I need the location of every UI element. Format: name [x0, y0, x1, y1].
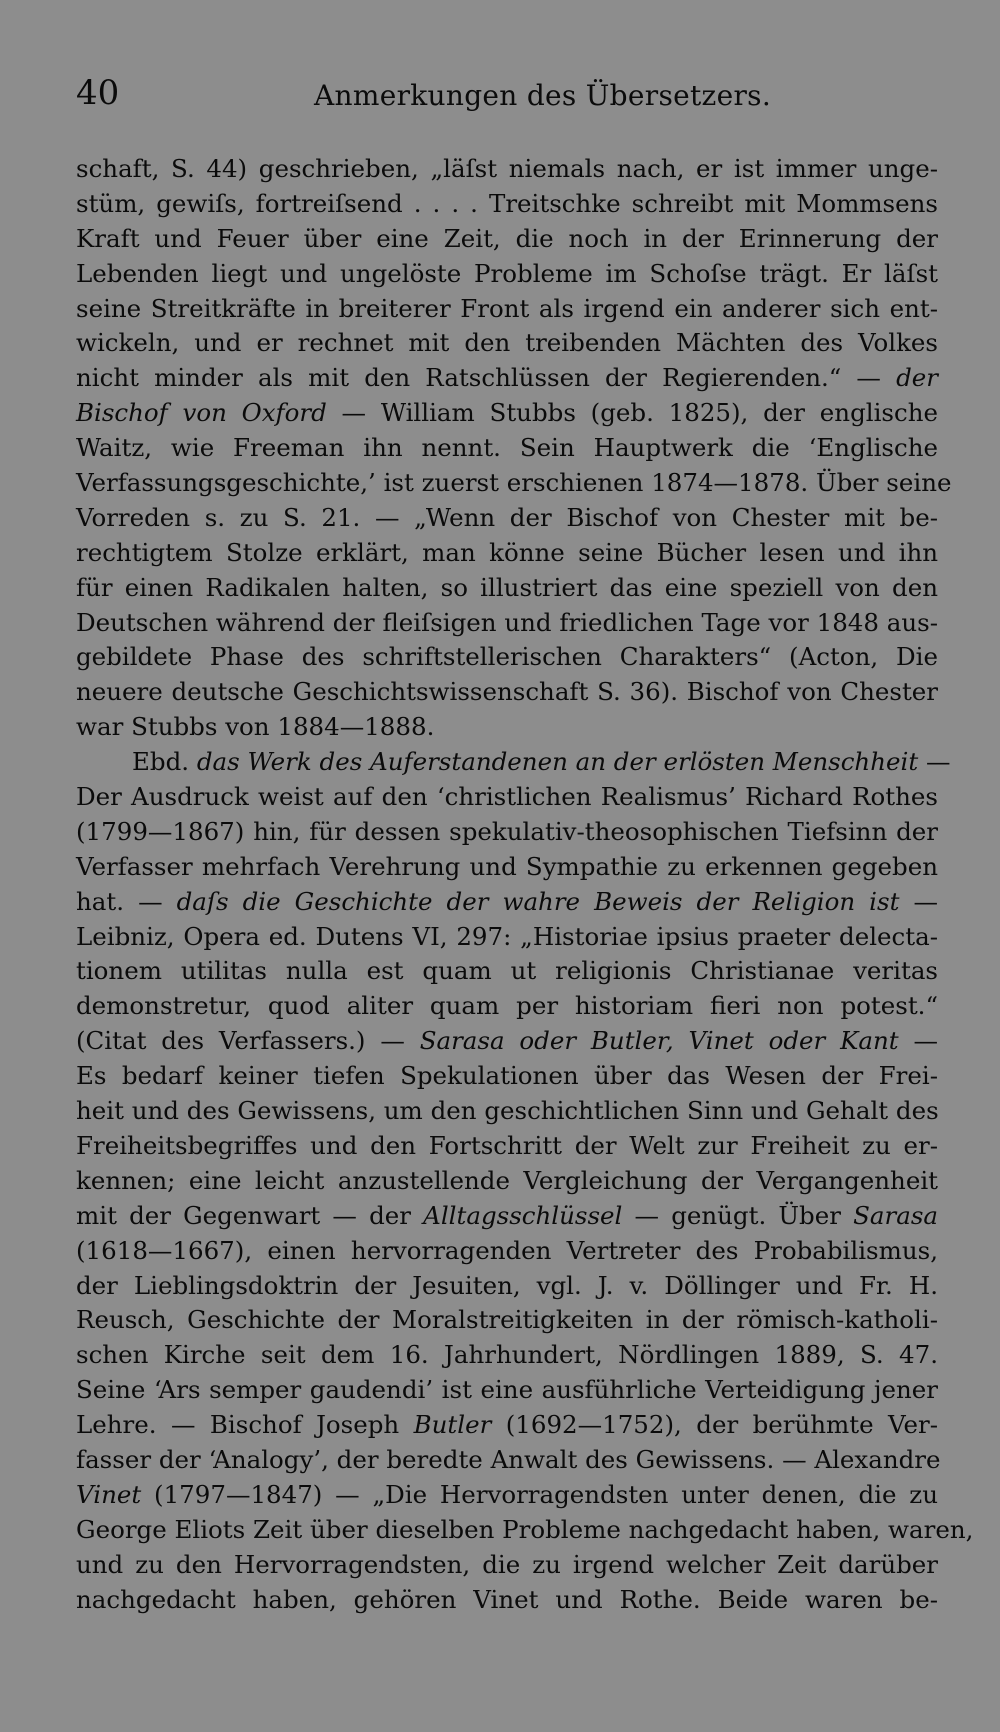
body-text — [76, 152, 974, 1617]
text-line — [76, 187, 938, 222]
italic-text: Vinet — [76, 1479, 142, 1509]
text-line — [76, 885, 938, 920]
line-text: Waitz, wie Freeman ihn nennt. Sein Hauptwerk die ‘Englische — [76, 433, 938, 463]
text-line — [76, 1094, 938, 1129]
line-text: (1799—1867) hin, für dessen spekulativ-theosophischen Tiefsinn der — [76, 816, 938, 846]
line-text: (1618—1667), einen hervorragenden Vertreter des Probabilismus, — [76, 1235, 938, 1265]
text-line — [76, 920, 938, 955]
line-text: der Lieblingsdoktrin der Jesuiten, vgl. J. v. Döllinger und Fr. H. — [76, 1270, 938, 1300]
line-text: Der Ausdruck weist auf den ‘christlichen Realismus’ Richard Rothes — [76, 782, 938, 812]
running-title: Anmerkungen des Übersetzers. — [314, 79, 772, 112]
line-text: — — [899, 886, 939, 916]
line-text: hat. — — [76, 886, 177, 916]
text-line — [76, 361, 938, 396]
line-text: schen Kirche seit dem 16. Jahrhundert, Nördlingen 1889, S. 47. — [76, 1340, 938, 1370]
italic-text: Bischof von Oxford — [76, 398, 327, 428]
text-line — [76, 501, 938, 536]
line-text: stüm, gewiſs, fortreiſsend . . . . Treitschke schreibt mit Mommsens — [76, 188, 938, 218]
line-text: schaft, S. 44) geschrieben, „läſst niemals nach, er ist immer unge- — [76, 154, 938, 183]
line-text: Verfassungsgeschichte,’ ist zuerst erschienen 1874—1878. Über seine — [76, 468, 952, 498]
line-text: Kraft und Feuer über eine Zeit, die noch in der Erinnerung der — [76, 223, 938, 253]
text-line — [76, 536, 938, 571]
line-text: (1797—1847) — „Die Hervorragendsten unter denen, die zu — [141, 1479, 938, 1509]
line-text: für einen Radikalen halten, so illustriert das eine speziell von den — [76, 572, 938, 602]
text-line — [76, 431, 938, 466]
text-line — [76, 257, 938, 292]
line-text: Seine ‘Ars semper gaudendi’ ist eine ausführliche Verteidigung jener — [76, 1375, 938, 1405]
text-line — [76, 1338, 938, 1373]
text-line — [76, 1129, 938, 1164]
line-text: — genügt. Über — [622, 1200, 854, 1230]
text-line — [76, 1408, 938, 1443]
text-line — [76, 954, 938, 989]
line-text: fasser der ‘Analogy’, der beredte Anwalt des Gewissens. — Alexandre — [76, 1444, 941, 1474]
line-text: seine Streitkräfte in breiterer Front als irgend ein anderer sich ent- — [76, 293, 938, 323]
text-line — [76, 675, 938, 710]
line-text: (Citat des Verfassers.) — — [76, 1026, 420, 1056]
text-line — [76, 152, 938, 187]
line-text: mit der Gegenwart — der — [76, 1200, 424, 1230]
line-text: tionem utilitas nulla est quam ut religionis Christianae veritas — [76, 956, 938, 986]
text-line — [76, 466, 952, 501]
line-text: und zu den Hervorragendsten, die zu irgend welcher Zeit darüber — [76, 1549, 938, 1579]
text-line — [76, 1269, 938, 1304]
text-line — [76, 1373, 938, 1408]
text-line — [76, 815, 938, 850]
text-line — [76, 989, 938, 1024]
line-text: gebildete Phase des schriftstellerischen Charakters“ (Acton, Die — [76, 642, 938, 672]
text-line — [76, 1234, 938, 1269]
line-text: nicht minder als mit den Ratschlüssen der Regierenden.“ — — [76, 363, 897, 393]
line-text: war Stubbs von 1884—1888. — [76, 712, 435, 742]
line-text: Leibniz, Opera ed. Dutens VI, 297: „Historiae ipsius praeter delecta- — [76, 921, 938, 951]
italic-text: das Werk des Auferstandenen an der erlösten Menschheit — [196, 747, 919, 777]
text-line — [76, 1443, 941, 1478]
text-line — [76, 1548, 938, 1583]
line-text: wickeln, und er rechnet mit den treibenden Mächten des Volkes — [76, 328, 938, 358]
text-line — [76, 1513, 974, 1548]
text-line — [76, 606, 938, 641]
line-text: rechtigtem Stolze erklärt, man könne seine Bücher lesen und ihn — [76, 537, 938, 567]
text-line — [76, 326, 938, 361]
text-line — [76, 745, 951, 780]
text-line — [76, 222, 938, 257]
text-line — [76, 1199, 938, 1234]
line-text: demonstretur, quod aliter quam per historiam fieri non potest.“ — [76, 991, 938, 1021]
text-line — [76, 1024, 938, 1059]
line-text: Verfasser mehrfach Verehrung und Sympathie zu erkennen gegeben — [76, 851, 938, 881]
text-line — [76, 1583, 938, 1618]
line-text: Lehre. — Bischof Joseph — [76, 1410, 414, 1440]
text-line — [76, 1303, 938, 1338]
page-number: 40 — [76, 73, 120, 113]
italic-text: der — [896, 363, 938, 393]
line-text: — William Stubbs (geb. 1825), der englische — [326, 398, 938, 428]
text-line — [76, 396, 938, 431]
line-text: George Eliots Zeit über dieselben Probleme nachgedacht haben, waren, — [76, 1514, 974, 1544]
text-line — [76, 292, 938, 327]
italic-text: Alltagsschlüssel — [423, 1200, 623, 1230]
text-line — [76, 1059, 938, 1094]
line-text: Es bedarf keiner tiefen Spekulationen über das Wesen der Frei- — [76, 1061, 938, 1091]
text-line — [76, 1164, 938, 1199]
line-text: heit und des Gewissens, um den geschichtlichen Sinn und Gehalt des — [76, 1096, 939, 1126]
italic-text: Sarasa — [853, 1200, 938, 1230]
line-text: (1692—1752), der berühmte Ver- — [491, 1410, 938, 1440]
italic-text: daſs die Geschichte der wahre Beweis der Religion ist — [176, 886, 900, 916]
line-text: — — [918, 747, 951, 777]
line-text: Freiheitsbegriffes und den Fortschritt der Welt zur Freiheit zu er- — [76, 1130, 938, 1160]
italic-text: Butler — [413, 1410, 492, 1440]
text-line — [76, 1478, 938, 1513]
line-text: — — [898, 1026, 938, 1056]
line-text: neuere deutsche Geschichtswissenschaft S. 36). Bischof von Chester — [76, 677, 938, 707]
line-text: Reusch, Geschichte der Moralstreitigkeiten in der römisch-katholi- — [76, 1305, 938, 1335]
text-line — [76, 640, 938, 675]
text-line — [76, 850, 938, 885]
line-text: Deutschen während der fleiſsigen und friedlichen Tage vor 1848 aus- — [76, 607, 938, 637]
line-text: nachgedacht haben, gehören Vinet und Rothe. Beide waren be- — [76, 1584, 938, 1614]
text-line — [76, 571, 938, 606]
line-text: Ebd. — [132, 747, 197, 777]
line-text: Lebenden liegt und ungelöste Probleme im Schoſse trägt. Er läſst — [76, 258, 938, 288]
line-text: kennen; eine leicht anzustellende Vergleichung der Vergangenheit — [76, 1165, 938, 1195]
text-line — [76, 710, 938, 745]
line-text: Vorreden s. zu S. 21. — „Wenn der Bischof von Chester mit be- — [76, 502, 938, 532]
text-line — [76, 780, 938, 815]
italic-text: Sarasa oder Butler, Vinet oder Kant — [419, 1026, 899, 1056]
